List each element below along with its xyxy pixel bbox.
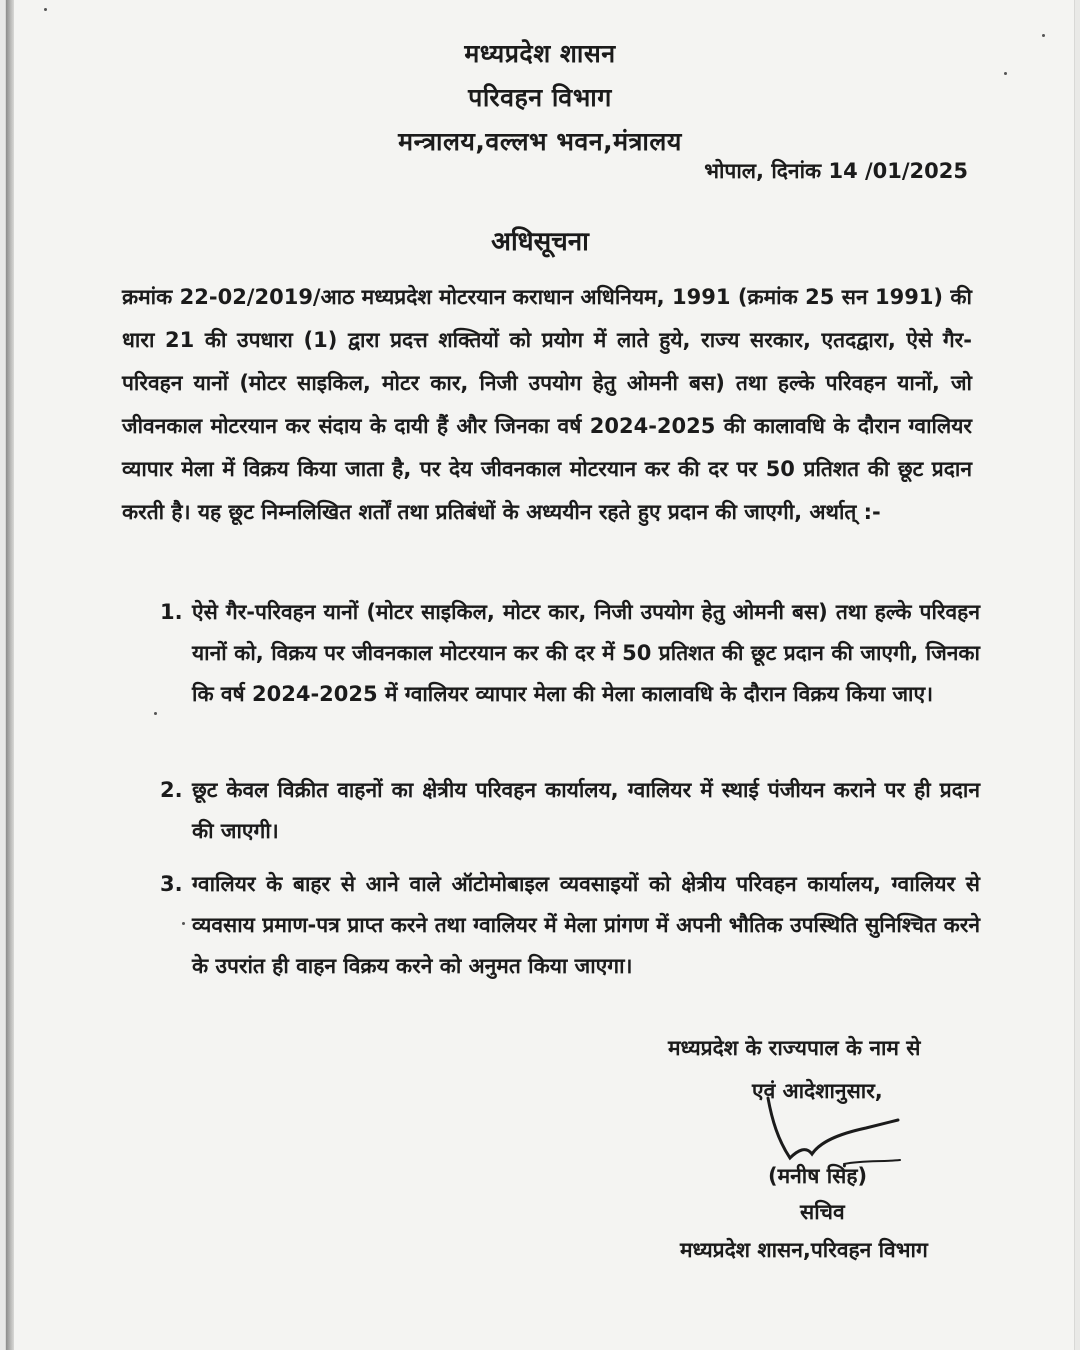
condition-item [160, 864, 980, 987]
condition-item [160, 770, 980, 852]
signature-order-line: एवं आदेशानुसार, [752, 1079, 883, 1103]
place-date: भोपाल, दिनांक 14 /01/2025 [704, 159, 968, 183]
condition-text: छूट केवल विक्रीत वाहनों का क्षेत्रीय परिवहन कार्यालय, ग्वालियर में स्थाई पंजीयन कराने पर ही प्रदान की जाएगी। [192, 778, 980, 843]
address-heading: मन्त्रालय,वल्लभ भवन,मंत्रालय [398, 127, 682, 156]
condition-number: 2. [160, 778, 183, 802]
condition-text: ग्वालियर के बाहर से आने वाले ऑटोमोबाइल व्यवसाइयों को क्षेत्रीय परिवहन कार्यालय, ग्वालियर से व्यवसाय प्रमाण-पत्र प्राप्त करने तथा ग्वालियर में मेला प्रांगण में अपनी भौतिक उपस्थिति सुनिश्चित करने के उपरांत ही वाहन विक्रय करने को अनुमत किया जाएगा। [192, 872, 980, 978]
government-heading: मध्यप्रदेश शासन [464, 39, 616, 68]
signatory-designation: सचिव [800, 1200, 845, 1224]
page-shadow-edge [6, 0, 14, 1350]
notification-title: अधिसूचना [491, 227, 589, 257]
signatory-office: मध्यप्रदेश शासन,परिवहन विभाग [680, 1238, 928, 1262]
speck [44, 8, 47, 11]
signatory-name: (मनीष सिंह) [768, 1164, 868, 1188]
condition-number: 3. [160, 872, 183, 896]
notification-paragraph: क्रमांक 22-02/2019/आठ मध्यप्रदेश मोटरयान कराधान अधिनियम, 1991 (क्रमांक 25 सन 1991) की धारा 21 की उपधारा (1) द्वारा प्रदत्त शक्तियों को प्रयोग में लाते हुये, राज्य सरकार, एतदद्वारा, ऐसे गैर-परिवहन यानों (मोटर साइकिल, मोटर कार, निजी उपयोग हेतु ओमनी बस) तथा हल्के परिवहन यानों, जो जीवनकाल मोटरयान कर संदाय के दायी हैं और जिनका वर्ष 2024-2025 की कालावधि के दौरान ग्वालियर व्यापार मेला में विक्रय किया जाता है, पर देय जीवनकाल मोटरयान कर की दर पर 50 प्रतिशत की छूट प्रदान करती है। यह छूट निम्नलिखित शर्तों तथा प्रतिबंधों के अध्ययीन रहते हुए प्रदान की जाएगी, अर्थात् :- [122, 285, 972, 524]
speck [154, 712, 157, 715]
department-heading: परिवहन विभाग [468, 83, 612, 112]
condition-text: ऐसे गैर-परिवहन यानों (मोटर साइकिल, मोटर कार, निजी उपयोग हेतु ओमनी बस) तथा हल्के परिवहन यानों को, विक्रय पर जीवनकाल मोटरयान कर की दर में 50 प्रतिशत की छूट प्रदान की जाएगी, जिनका कि वर्ष 2024-2025 में ग्वालियर व्यापार मेला की मेला कालावधि के दौरान विक्रय किया जाए। [192, 600, 980, 706]
speck [1004, 72, 1007, 75]
condition-item [160, 592, 980, 715]
condition-number: 1. [160, 600, 183, 624]
signature-authority-line: मध्यप्रदेश के राज्यपाल के नाम से [668, 1036, 921, 1060]
